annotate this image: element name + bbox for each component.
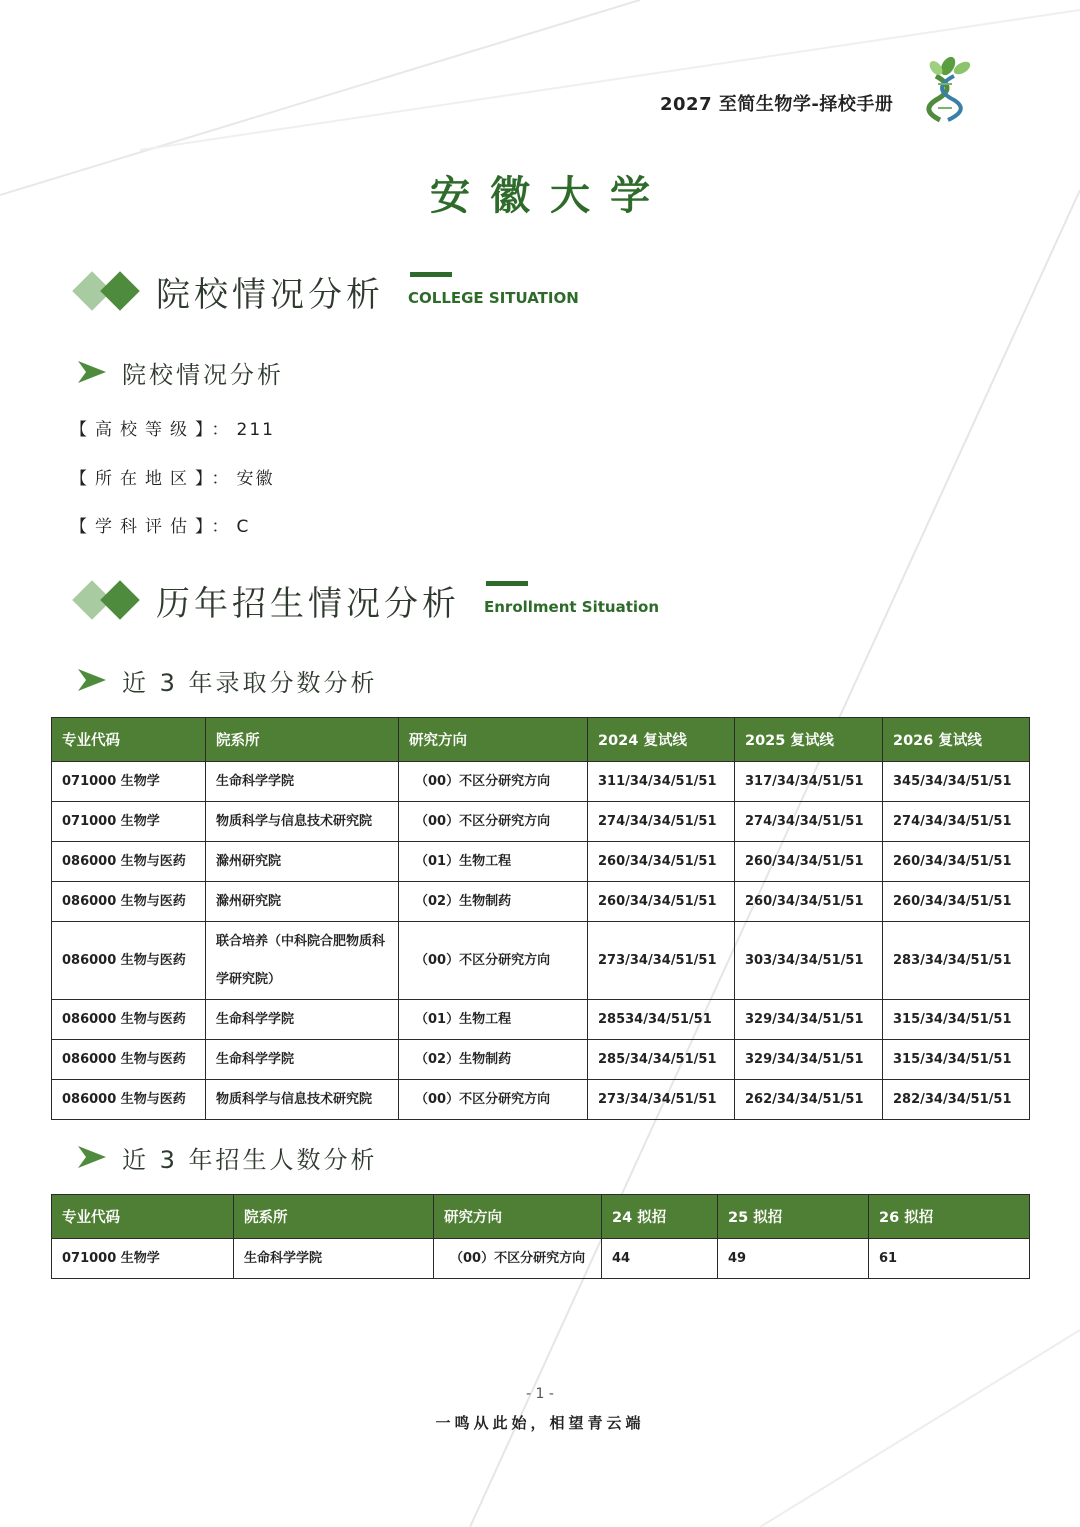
cell: （00）不区分研究方向 <box>399 1080 588 1120</box>
diamond-bullet-icon <box>72 578 142 622</box>
page-title: 安徽大学 <box>430 173 670 219</box>
subsection-enrollment-count: 近 3 年招生人数分析 <box>78 1140 378 1174</box>
cell: 生命科学学院 <box>234 1239 434 1279</box>
header-department: 院系所 <box>206 718 399 762</box>
cell: 260/34/34/51/51 <box>735 842 883 882</box>
cell: 086000 生物与医药 <box>52 882 206 922</box>
cell: 260/34/34/51/51 <box>735 882 883 922</box>
header-major-code: 专业代码 <box>52 718 206 762</box>
cell: 345/34/34/51/51 <box>883 762 1030 802</box>
section-subtitle: Enrollment Situation <box>484 597 659 616</box>
dna-leaf-icon <box>918 56 976 126</box>
table-row <box>52 922 1030 1000</box>
table-row <box>52 762 1030 802</box>
cell: 315/34/34/51/51 <box>883 1000 1030 1040</box>
cell: 086000 生物与医药 <box>52 922 206 1000</box>
cell: 260/34/34/51/51 <box>883 882 1030 922</box>
arrow-bullet-icon <box>78 1146 106 1168</box>
cell: 317/34/34/51/51 <box>735 762 883 802</box>
cell: 071000 生物学 <box>52 802 206 842</box>
cell: 生命科学学院 <box>206 1000 399 1040</box>
cell: 联合培养（中科院合肥物质科学研究院） <box>206 922 399 1000</box>
cell: 329/34/34/51/51 <box>735 1000 883 1040</box>
diamond-bullet-icon <box>72 269 142 313</box>
cell: 44 <box>602 1239 718 1279</box>
cell: 262/34/34/51/51 <box>735 1080 883 1120</box>
header-major-code: 专业代码 <box>52 1195 234 1239</box>
cell: 086000 生物与医药 <box>52 1080 206 1120</box>
table-row <box>52 842 1030 882</box>
subsection-college-analysis: 院校情况分析 <box>78 355 284 389</box>
cell: （00）不区分研究方向 <box>399 922 588 1000</box>
header-25-plan: 25 拟招 <box>718 1195 869 1239</box>
table-header-row <box>52 718 1030 762</box>
cell: 311/34/34/51/51 <box>588 762 735 802</box>
header-department: 院系所 <box>234 1195 434 1239</box>
cell: 283/34/34/51/51 <box>883 922 1030 1000</box>
cell: 303/34/34/51/51 <box>735 922 883 1000</box>
section-college-situation <box>72 266 579 316</box>
cell: 滁州研究院 <box>206 842 399 882</box>
section-enrollment-situation <box>72 575 659 625</box>
header-2024: 2024 复试线 <box>588 718 735 762</box>
cell: 物质科学与信息技术研究院 <box>206 802 399 842</box>
table-row <box>52 802 1030 842</box>
cell: 273/34/34/51/51 <box>588 1080 735 1120</box>
info-region: 【所在地区】：安徽 <box>70 469 275 489</box>
cell: 260/34/34/51/51 <box>883 842 1030 882</box>
table-row <box>52 1040 1030 1080</box>
arrow-bullet-icon <box>78 361 106 383</box>
cell: 274/34/34/51/51 <box>883 802 1030 842</box>
section-title: 院校情况分析 <box>156 274 384 315</box>
page-number: - 1 - <box>526 1386 554 1402</box>
cell: 274/34/34/51/51 <box>588 802 735 842</box>
cell: （00）不区分研究方向 <box>399 802 588 842</box>
cell: 285/34/34/51/51 <box>588 1040 735 1080</box>
cell: 282/34/34/51/51 <box>883 1080 1030 1120</box>
cell: 生命科学学院 <box>206 762 399 802</box>
header-26-plan: 26 拟招 <box>869 1195 1030 1239</box>
cell: 086000 生物与医药 <box>52 1040 206 1080</box>
cell: 086000 生物与医药 <box>52 1000 206 1040</box>
cell: （02）生物制药 <box>399 882 588 922</box>
header-direction: 研究方向 <box>434 1195 602 1239</box>
cell: 28534/34/51/51 <box>588 1000 735 1040</box>
info-discipline-rating: 【学科评估】：C <box>70 517 251 537</box>
cell: 071000 生物学 <box>52 762 206 802</box>
cell: 329/34/34/51/51 <box>735 1040 883 1080</box>
footer-slogan: 一鸣从此始，相望青云端 <box>435 1414 645 1432</box>
cell: 260/34/34/51/51 <box>588 882 735 922</box>
cell: 49 <box>718 1239 869 1279</box>
header-2026: 2026 复试线 <box>883 718 1030 762</box>
header-direction: 研究方向 <box>399 718 588 762</box>
cell: （00）不区分研究方向 <box>434 1239 602 1279</box>
table-row <box>52 1080 1030 1120</box>
cell: 274/34/34/51/51 <box>735 802 883 842</box>
header-2025: 2025 复试线 <box>735 718 883 762</box>
arrow-bullet-icon <box>78 669 106 691</box>
cell: 61 <box>869 1239 1030 1279</box>
section-subtitle: COLLEGE SITUATION <box>408 288 579 307</box>
cell: （01）生物工程 <box>399 1000 588 1040</box>
cell: 物质科学与信息技术研究院 <box>206 1080 399 1120</box>
table-header-row <box>52 1195 1030 1239</box>
header-title: 2027 至简生物学-择校手册 <box>660 94 894 115</box>
cell: 315/34/34/51/51 <box>883 1040 1030 1080</box>
score-table <box>51 717 1030 1120</box>
cell: 273/34/34/51/51 <box>588 922 735 1000</box>
table-row <box>52 1239 1030 1279</box>
count-table <box>51 1194 1030 1279</box>
cell: 086000 生物与医药 <box>52 842 206 882</box>
cell: （01）生物工程 <box>399 842 588 882</box>
cell: （00）不区分研究方向 <box>399 762 588 802</box>
table-row <box>52 1000 1030 1040</box>
cell: （02）生物制药 <box>399 1040 588 1080</box>
cell: 071000 生物学 <box>52 1239 234 1279</box>
info-school-level: 【高校等级】：211 <box>70 420 275 440</box>
cell: 生命科学学院 <box>206 1040 399 1080</box>
section-title: 历年招生情况分析 <box>156 583 460 624</box>
cell: 滁州研究院 <box>206 882 399 922</box>
cell: 260/34/34/51/51 <box>588 842 735 882</box>
table-row <box>52 882 1030 922</box>
header-24-plan: 24 拟招 <box>602 1195 718 1239</box>
subsection-score-analysis: 近 3 年录取分数分析 <box>78 663 378 697</box>
